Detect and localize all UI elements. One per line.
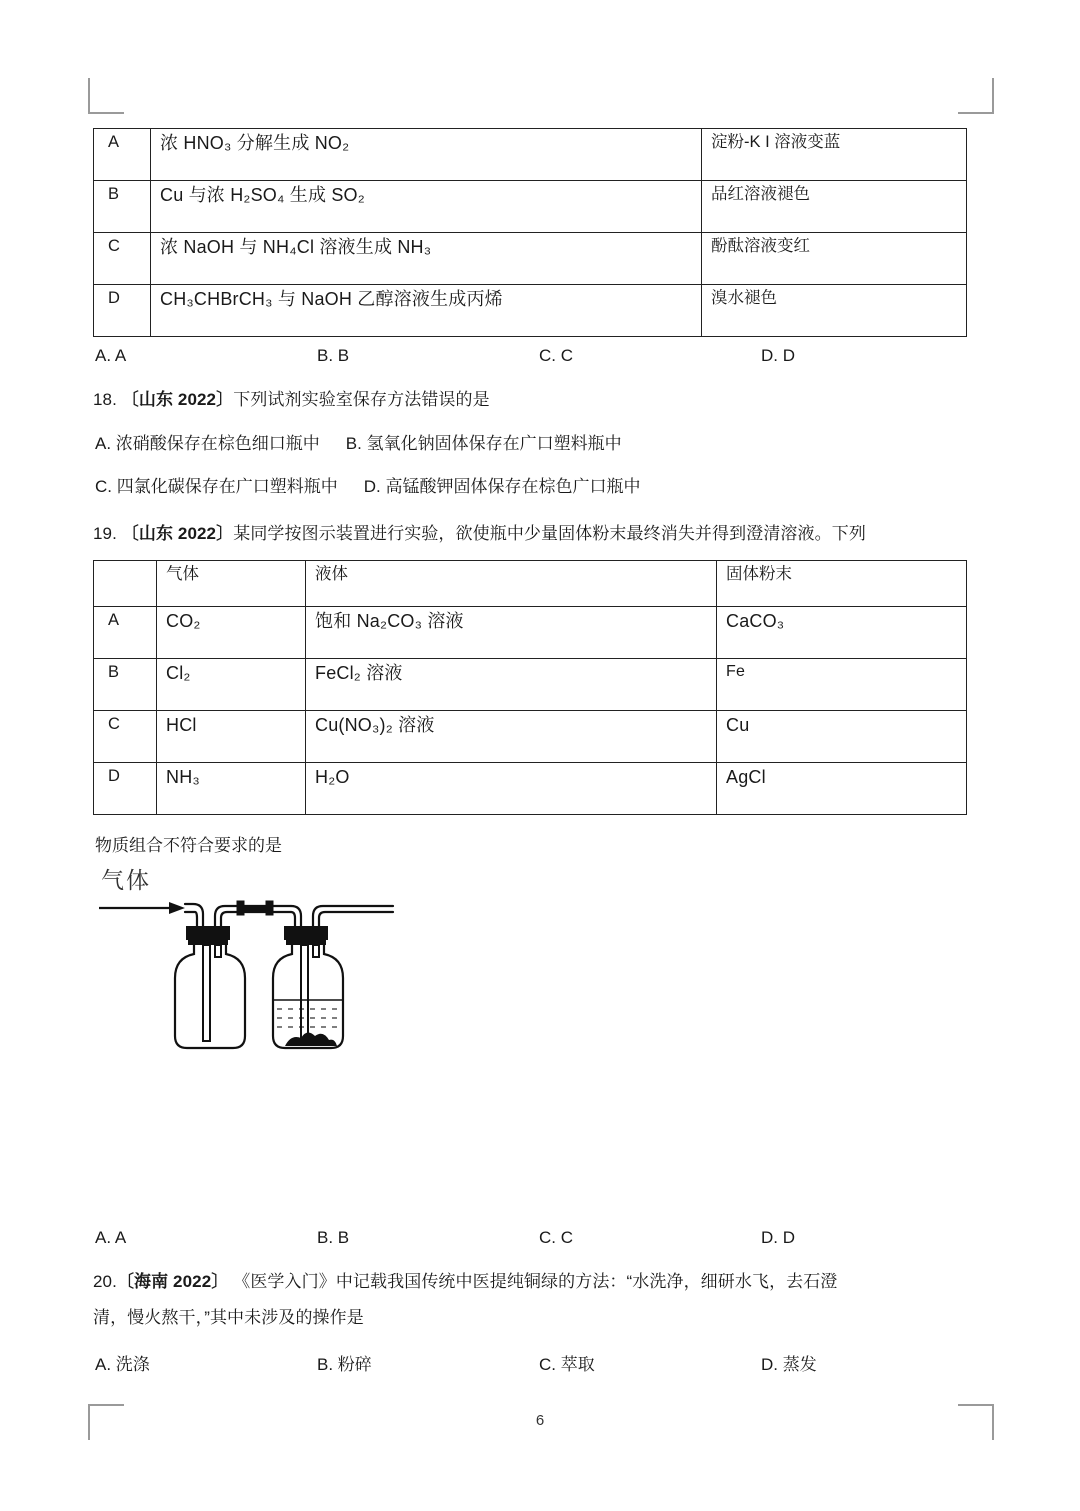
table-header-row (94, 561, 967, 607)
question-19-stem-continued: 物质组合不符合要求的是 (95, 836, 282, 855)
table-row (94, 659, 967, 711)
row-solid: AgCl (726, 767, 766, 787)
row-solid: CaCO₃ (726, 611, 785, 631)
row-process: Cu 与浓 H₂SO₄ 生成 SO₂ (160, 185, 365, 205)
wash-bottle-1 (175, 926, 245, 1048)
diagram-gas-label: 气体 (101, 867, 151, 893)
options-row-q17 (95, 346, 967, 366)
header-gas: 气体 (166, 565, 199, 583)
gas-flow-arrow (169, 902, 185, 914)
header-solid: 固体粉末 (726, 565, 792, 583)
question-20-text-1: 《医学入门》中记载我国传统中医提纯铜绿的方法：“水洗净，细研水飞，去石澄 (233, 1272, 838, 1291)
table-q17 (93, 128, 967, 337)
question-18-number: 18. (93, 390, 117, 409)
apparatus-diagram (93, 868, 423, 1068)
option-c[interactable]: C. C (539, 346, 573, 365)
choice-d[interactable]: D. 高锰酸钾固体保存在棕色广口瓶中 (363, 477, 641, 496)
row-gas: HCl (166, 715, 197, 735)
row-label: D (108, 767, 120, 785)
option-a[interactable]: A. A (95, 1228, 127, 1247)
option-c[interactable]: C. C (539, 1228, 573, 1247)
row-phenomenon: 酚酞溶液变红 (711, 237, 810, 255)
option-b[interactable]: B. B (317, 1228, 350, 1247)
choice-a[interactable]: A. 洗涤 (95, 1355, 150, 1374)
row-liquid: 饱和 Na₂CO₃ 溶液 (315, 611, 464, 631)
options-row-q19 (95, 1228, 967, 1248)
row-label: C (108, 715, 120, 733)
question-20-stem-line2 (93, 1305, 967, 1331)
row-liquid: H₂O (315, 767, 350, 787)
row-label: B (108, 185, 120, 203)
choice-c[interactable]: C. 四氯化碳保存在广口塑料瓶中 (95, 477, 338, 496)
question-20-stem-line1 (93, 1269, 967, 1295)
option-a[interactable]: A. A (95, 346, 127, 365)
row-process: CH₃CHBrCH₃ 与 NaOH 乙醇溶液生成丙烯 (160, 289, 503, 309)
crop-mark-top-left (88, 78, 124, 114)
question-18-stem (93, 387, 967, 413)
solid-powder (285, 1032, 337, 1046)
question-18-choices-line1 (95, 431, 967, 457)
option-d[interactable]: D. D (761, 1228, 795, 1247)
table-row (94, 711, 967, 763)
question-19-stem (93, 521, 967, 547)
question-20-number: 20. (93, 1272, 117, 1291)
table-row (94, 233, 967, 285)
row-label: D (108, 289, 120, 307)
row-liquid: Cu(NO₃)₂ 溶液 (315, 715, 435, 735)
page-content (93, 128, 967, 1375)
row-gas: NH₃ (166, 767, 200, 787)
question-18-source: 〔山东 2022〕 (121, 390, 234, 409)
choice-a[interactable]: A. 浓硝酸保存在棕色细口瓶中 (95, 433, 320, 453)
row-liquid: FeCl₂ 溶液 (315, 663, 403, 683)
row-gas: Cl₂ (166, 663, 191, 683)
crop-mark-top-right (958, 78, 994, 114)
question-18-choices-line2 (95, 474, 967, 500)
option-d[interactable]: D. D (761, 346, 795, 365)
table-q19 (93, 560, 967, 815)
table-row (94, 181, 967, 233)
table-row (94, 607, 967, 659)
header-liquid: 液体 (315, 565, 348, 583)
gas-washing-bottles-svg (93, 868, 423, 1068)
row-phenomenon: 溴水褪色 (711, 289, 777, 307)
header-blank (94, 561, 156, 606)
row-label: A (108, 611, 120, 629)
question-20-source: 〔海南 2022〕 (116, 1272, 229, 1291)
options-row-q20 (95, 1350, 967, 1375)
question-19-text: 某同学按图示装置进行实验，欲使瓶中少量固体粉末最终消失并得到澄清溶液。下列 (233, 523, 866, 543)
row-label: A (108, 133, 120, 151)
choice-c[interactable]: C. 萃取 (539, 1355, 595, 1374)
table-row (94, 763, 967, 815)
row-process: 浓 HNO₃ 分解生成 NO₂ (160, 133, 350, 153)
row-solid: Cu (726, 715, 750, 735)
option-b[interactable]: B. B (317, 346, 350, 365)
wash-bottle-2 (273, 926, 343, 1048)
question-20-text-2: 清，慢火熬干，”其中未涉及的操作是 (93, 1307, 364, 1327)
row-gas: CO₂ (166, 611, 201, 631)
row-process: 浓 NaOH 与 NH₄Cl 溶液生成 NH₃ (160, 237, 432, 257)
choice-b[interactable]: B. 氢氧化钠固体保存在广口塑料瓶中 (345, 433, 622, 453)
row-phenomenon: 品红溶液褪色 (711, 185, 810, 203)
row-solid: Fe (726, 663, 746, 680)
page-number: 6 (535, 1412, 545, 1429)
table-row (94, 129, 967, 181)
choice-d[interactable]: D. 蒸发 (761, 1355, 817, 1374)
row-label: B (108, 663, 120, 681)
question-18-text: 下列试剂实验室保存方法错误的是 (233, 390, 490, 409)
row-label: C (108, 237, 120, 255)
table-row (94, 285, 967, 337)
question-19-number: 19. (93, 523, 117, 543)
question-19-source: 〔山东 2022〕 (121, 523, 234, 543)
row-phenomenon: 淀粉-K I 溶液变蓝 (711, 133, 841, 151)
choice-b[interactable]: B. 粉碎 (317, 1355, 372, 1374)
